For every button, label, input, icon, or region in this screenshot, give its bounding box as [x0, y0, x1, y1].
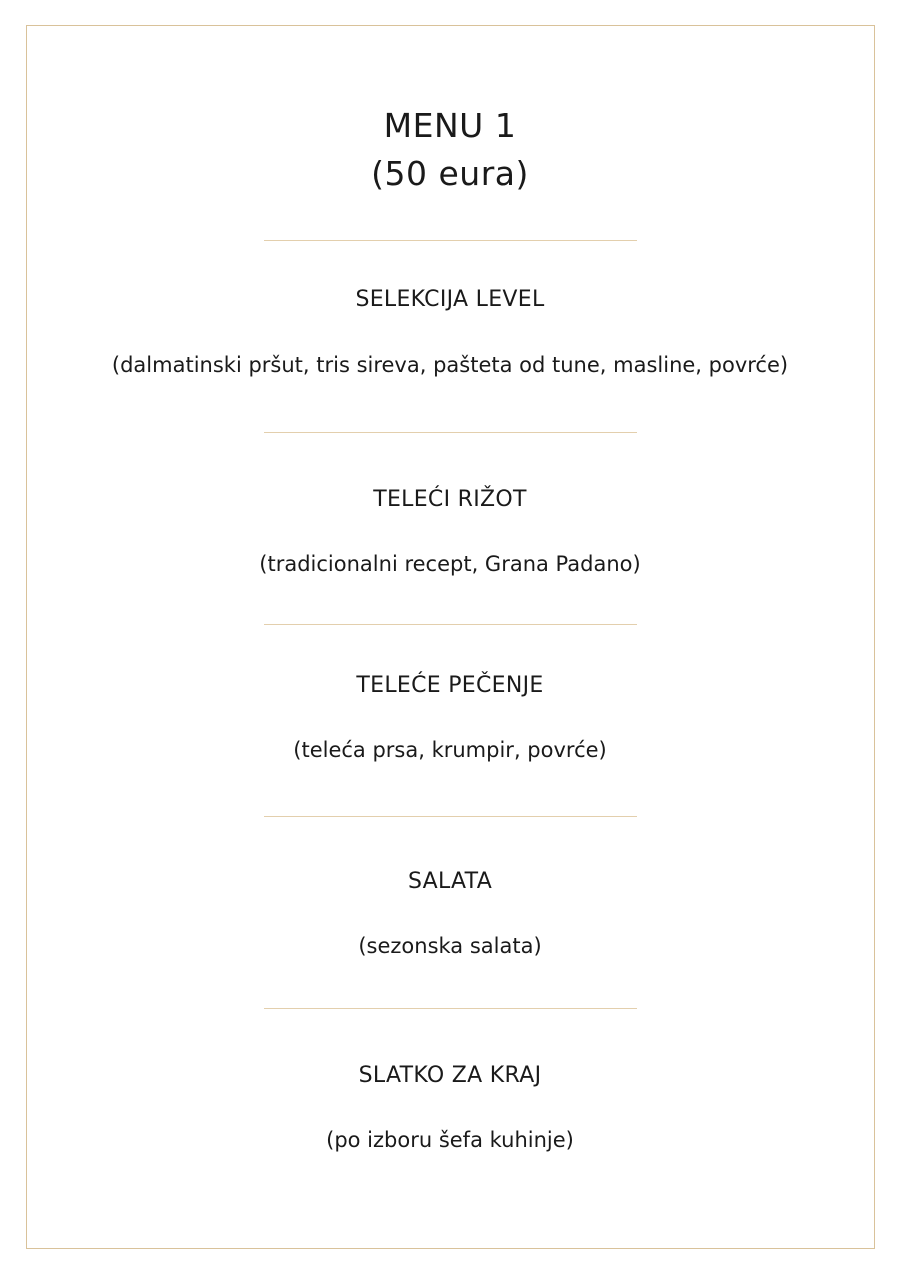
divider: [264, 816, 637, 817]
course-name: TELEĆI RIŽOT: [373, 487, 527, 512]
course-name: SLATKO ZA KRAJ: [358, 1063, 542, 1088]
divider: [264, 624, 637, 625]
course-description: (dalmatinski pršut, tris sireva, pašteta od tune, masline, povrće): [111, 353, 789, 377]
menu-title: MENU 1: [383, 106, 517, 145]
menu-price: (50 eura): [371, 154, 529, 193]
course-name: TELEĆE PEČENJE: [356, 673, 544, 698]
course-description: (sezonska salata): [358, 934, 542, 958]
course-description: (teleća prsa, krumpir, povrće): [293, 738, 607, 762]
divider: [264, 240, 637, 241]
course-description: (po izboru šefa kuhinje): [326, 1128, 574, 1152]
course-description: (tradicionalni recept, Grana Padano): [259, 552, 641, 576]
divider: [264, 432, 637, 433]
course-name: SELEKCIJA LEVEL: [355, 287, 545, 312]
course-name: SALATA: [407, 869, 493, 894]
divider: [264, 1008, 637, 1009]
